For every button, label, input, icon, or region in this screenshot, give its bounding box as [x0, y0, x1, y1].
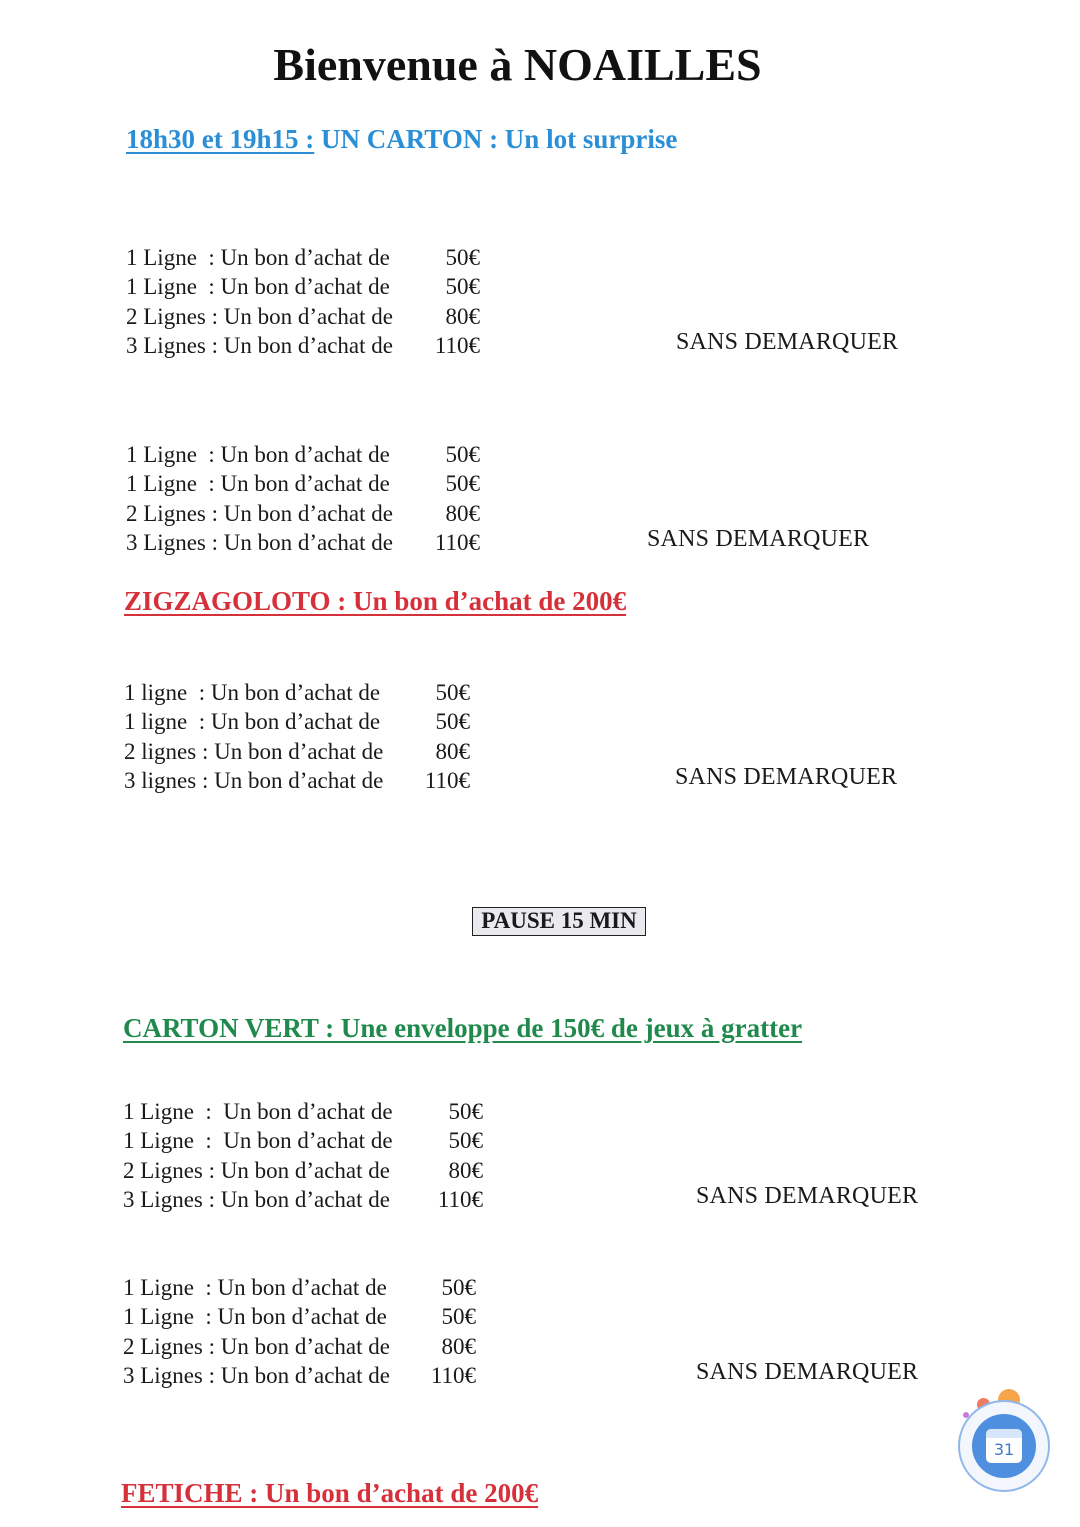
prize-amount: 50€: [435, 709, 470, 735]
prize-row: [123, 1332, 476, 1361]
prize-label: 1 Ligne : Un bon d’achat de: [126, 442, 390, 467]
prize-amount: 50€: [445, 274, 480, 300]
prize-amount: 50€: [441, 1275, 476, 1300]
prize-block-1: [126, 243, 480, 360]
section-heading-un-carton: [126, 124, 677, 155]
prize-row: [124, 678, 470, 707]
prize-label: 2 Lignes : Un bon d’achat de: [126, 500, 393, 526]
prize-amount: 110€: [434, 332, 480, 358]
prize-label: 3 Lignes : Un bon d’achat de: [126, 529, 393, 555]
prize-row: [126, 302, 480, 331]
prize-amount: 110€: [434, 529, 480, 555]
prize-row: [124, 707, 470, 736]
prize-amount: 50€: [445, 442, 480, 467]
prize-row: [126, 499, 480, 528]
prize-label: 2 lignes : Un bon d’achat de: [124, 738, 384, 764]
prize-row: [126, 331, 480, 360]
prize-amount: 110€: [424, 767, 470, 793]
prize-label: 1 Ligne : Un bon d’achat de: [123, 1275, 387, 1300]
section-heading-carton-vert: [123, 1013, 802, 1044]
prize-amount: 110€: [430, 1362, 476, 1388]
sans-demarquer-note: SANS DEMARQUER: [696, 1183, 919, 1209]
prize-amount: 80€: [441, 1333, 476, 1359]
heading-time: 18h30 et 19h15 :: [126, 124, 315, 154]
sans-demarquer-note: SANS DEMARQUER: [675, 764, 898, 790]
prize-row: [123, 1097, 483, 1126]
calendar-page: [986, 1429, 1022, 1463]
prize-label: 1 Ligne : Un bon d’achat de: [123, 1304, 387, 1330]
prize-amount: 80€: [445, 500, 480, 526]
prize-amount: 50€: [448, 1128, 483, 1154]
prize-block-2: [126, 440, 480, 557]
prize-amount: 80€: [448, 1157, 483, 1183]
prize-row: [123, 1302, 476, 1331]
prize-row: [126, 469, 480, 498]
heading-text: FETICHE : Un bon d’achat de 200€: [121, 1478, 539, 1508]
prize-label: 3 Lignes : Un bon d’achat de: [126, 332, 393, 358]
prize-label: 3 Lignes : Un bon d’achat de: [123, 1186, 390, 1212]
prize-amount: 50€: [441, 1304, 476, 1330]
prize-label: 1 ligne : Un bon d’achat de: [124, 680, 381, 705]
prize-label: 3 lignes : Un bon d’achat de: [124, 767, 384, 793]
prize-block-4: [123, 1097, 483, 1214]
prize-label: 1 Ligne : Un bon d’achat de: [123, 1128, 393, 1154]
calendar-icon: [972, 1414, 1036, 1478]
prize-amount: 50€: [435, 680, 470, 705]
page-title: Bienvenue à NOAILLES: [273, 39, 762, 90]
prize-row: [123, 1185, 483, 1214]
prize-row: [126, 272, 480, 301]
prize-block-3: [124, 678, 470, 795]
prize-label: 1 Ligne : Un bon d’achat de: [126, 245, 390, 270]
heading-text: UN CARTON : Un lot surprise: [314, 124, 678, 154]
prize-row: [126, 528, 480, 557]
sans-demarquer-note: SANS DEMARQUER: [696, 1359, 919, 1385]
prize-row: [123, 1126, 483, 1155]
pause-box: PAUSE 15 MIN: [472, 907, 646, 936]
prize-label: 2 Lignes : Un bon d’achat de: [126, 303, 393, 329]
prize-row: [124, 737, 470, 766]
heading-text: ZIGZAGOLOTO : Un bon d’achat de 200€: [124, 586, 627, 616]
prize-amount: 50€: [445, 471, 480, 497]
section-heading-zigzagoloto: [124, 586, 626, 617]
prize-label: 1 Ligne : Un bon d’achat de: [123, 1099, 393, 1124]
prize-row: [124, 766, 470, 795]
prize-block-5: [123, 1273, 476, 1390]
prize-label: 3 Lignes : Un bon d’achat de: [123, 1362, 390, 1388]
prize-row: [123, 1361, 476, 1390]
calendar-day: 31: [993, 1440, 1015, 1459]
sans-demarquer-note: SANS DEMARQUER: [676, 329, 899, 355]
calendar-header-bar: [986, 1429, 1022, 1438]
section-heading-fetiche: [121, 1478, 538, 1509]
prize-amount: 50€: [448, 1099, 483, 1124]
prize-label: 2 Lignes : Un bon d’achat de: [123, 1157, 390, 1183]
prize-label: 1 Ligne : Un bon d’achat de: [126, 471, 390, 497]
prize-amount: 50€: [445, 245, 480, 270]
prize-label: 1 Ligne : Un bon d’achat de: [126, 274, 390, 300]
sans-demarquer-note: SANS DEMARQUER: [647, 526, 870, 552]
prize-label: 1 ligne : Un bon d’achat de: [124, 709, 381, 735]
prize-row: [126, 440, 480, 469]
prize-amount: 80€: [435, 738, 470, 764]
heading-text: CARTON VERT : Une enveloppe de 150€ de jeux à gratter: [123, 1013, 803, 1043]
prize-amount: 80€: [445, 303, 480, 329]
prize-row: [123, 1156, 483, 1185]
prize-amount: 110€: [437, 1186, 483, 1212]
prize-row: [126, 243, 480, 272]
prize-row: [123, 1273, 476, 1302]
calendar-floating-button[interactable]: [958, 1400, 1050, 1492]
prize-label: 2 Lignes : Un bon d’achat de: [123, 1333, 390, 1359]
